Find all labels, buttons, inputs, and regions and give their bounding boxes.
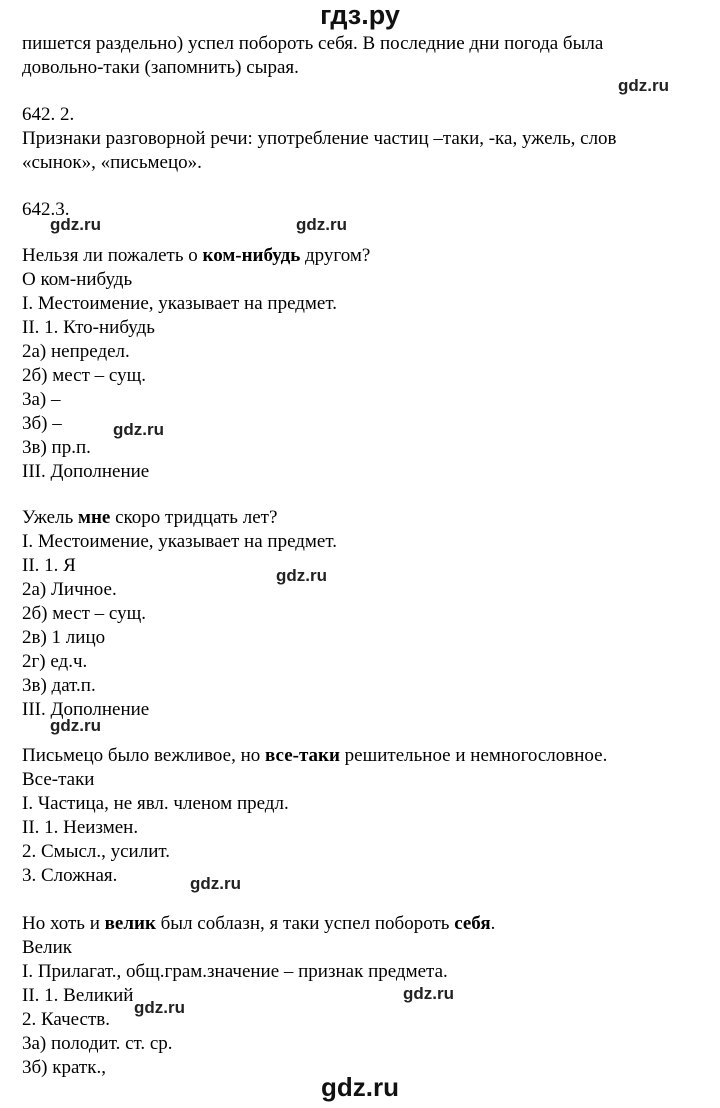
analysis-line: О ком-нибудь	[22, 269, 133, 290]
watermark: gdz.ru	[296, 215, 347, 234]
analyzed-word: себя	[454, 913, 491, 934]
watermark: gdz.ru	[618, 76, 669, 95]
text-line: «сынок», «письмецо».	[22, 152, 202, 173]
site-title: гдз.ру	[320, 0, 400, 30]
analysis-line: 3в) пр.п.	[22, 437, 91, 458]
analysis-line: I. Местоимение, указывает на предмет.	[22, 293, 337, 314]
exercise-label: 642. 2.	[22, 104, 75, 125]
exercise-label: 642.3.	[22, 199, 70, 220]
analysis-line: 3а) –	[22, 389, 61, 410]
analysis-line: I. Местоимение, указывает на предмет.	[22, 531, 337, 552]
analysis-line: II. 1. Великий	[22, 985, 134, 1006]
analysis-line: III. Дополнение	[22, 461, 150, 482]
text-line: Признаки разговорной речи: употребление частиц –таки, -ка, ужель, слов	[22, 128, 617, 149]
sentence-text: Нельзя ли пожалеть о	[22, 245, 203, 266]
sentence-text: скоро тридцать лет?	[110, 507, 278, 528]
sentence-text: .	[490, 913, 496, 934]
watermark: gdz.ru	[403, 984, 454, 1003]
analysis-line: 3а) полодит. ст. ср.	[22, 1033, 173, 1054]
sentence-text: Письмецо было вежливое, но	[22, 745, 266, 766]
sentence-1	[22, 244, 370, 267]
analysis-line: II. 1. Я	[22, 555, 76, 576]
analysis-line: 3в) дат.п.	[22, 675, 96, 696]
text-line: пишется раздельно) успел побороть себя. В последние дни погода была	[22, 33, 604, 54]
watermark: gdz.ru	[50, 215, 101, 234]
sentence-4	[22, 912, 495, 935]
analysis-line: 2б) мест – сущ.	[22, 603, 146, 624]
analysis-line: 2. Качеств.	[22, 1009, 111, 1030]
sentence-text: другом?	[300, 245, 371, 266]
watermark: gdz.ru	[113, 420, 164, 439]
analysis-line: 2а) Личное.	[22, 579, 117, 600]
analyzed-word: мне	[78, 507, 111, 528]
sentence-text: Но хоть и	[22, 913, 105, 934]
analyzed-word: велик	[104, 913, 156, 934]
analysis-line: 2в) 1 лицо	[22, 627, 106, 648]
analysis-line: 3. Сложная.	[22, 865, 118, 886]
analysis-line: II. 1. Неизмен.	[22, 817, 139, 838]
analyzed-word: все-таки	[265, 745, 340, 766]
analyzed-word: ком-нибудь	[202, 245, 301, 266]
analysis-line: I. Частица, не явл. членом предл.	[22, 793, 289, 814]
watermark: gdz.ru	[190, 874, 241, 893]
sentence-text: был соблазн, я таки успел побороть	[155, 913, 455, 934]
analysis-line: 2а) непредел.	[22, 341, 130, 362]
footer-watermark: gdz.ru	[321, 1072, 399, 1102]
watermark: gdz.ru	[276, 566, 327, 585]
text-line: довольно-таки (запомнить) сырая.	[22, 57, 299, 78]
analysis-line: Велик	[22, 937, 72, 958]
analysis-line: 2. Смысл., усилит.	[22, 841, 171, 862]
analysis-line: II. 1. Кто-нибудь	[22, 317, 155, 338]
sentence-2	[22, 506, 277, 529]
analysis-line: 3б) кратк.,	[22, 1057, 106, 1078]
watermark: gdz.ru	[50, 716, 101, 735]
watermark: gdz.ru	[134, 998, 185, 1017]
analysis-line: III. Дополнение	[22, 699, 150, 720]
analysis-line: Все-таки	[22, 769, 95, 790]
analysis-line: I. Прилагат., общ.грам.значение – признак предмета.	[22, 961, 448, 982]
analysis-line: 2б) мест – сущ.	[22, 365, 146, 386]
sentence-3	[22, 744, 607, 767]
analysis-line: 3б) –	[22, 413, 62, 434]
sentence-text: решительное и немногословное.	[339, 745, 608, 766]
sentence-text: Ужель	[22, 507, 78, 528]
analysis-line: 2г) ед.ч.	[22, 651, 88, 672]
